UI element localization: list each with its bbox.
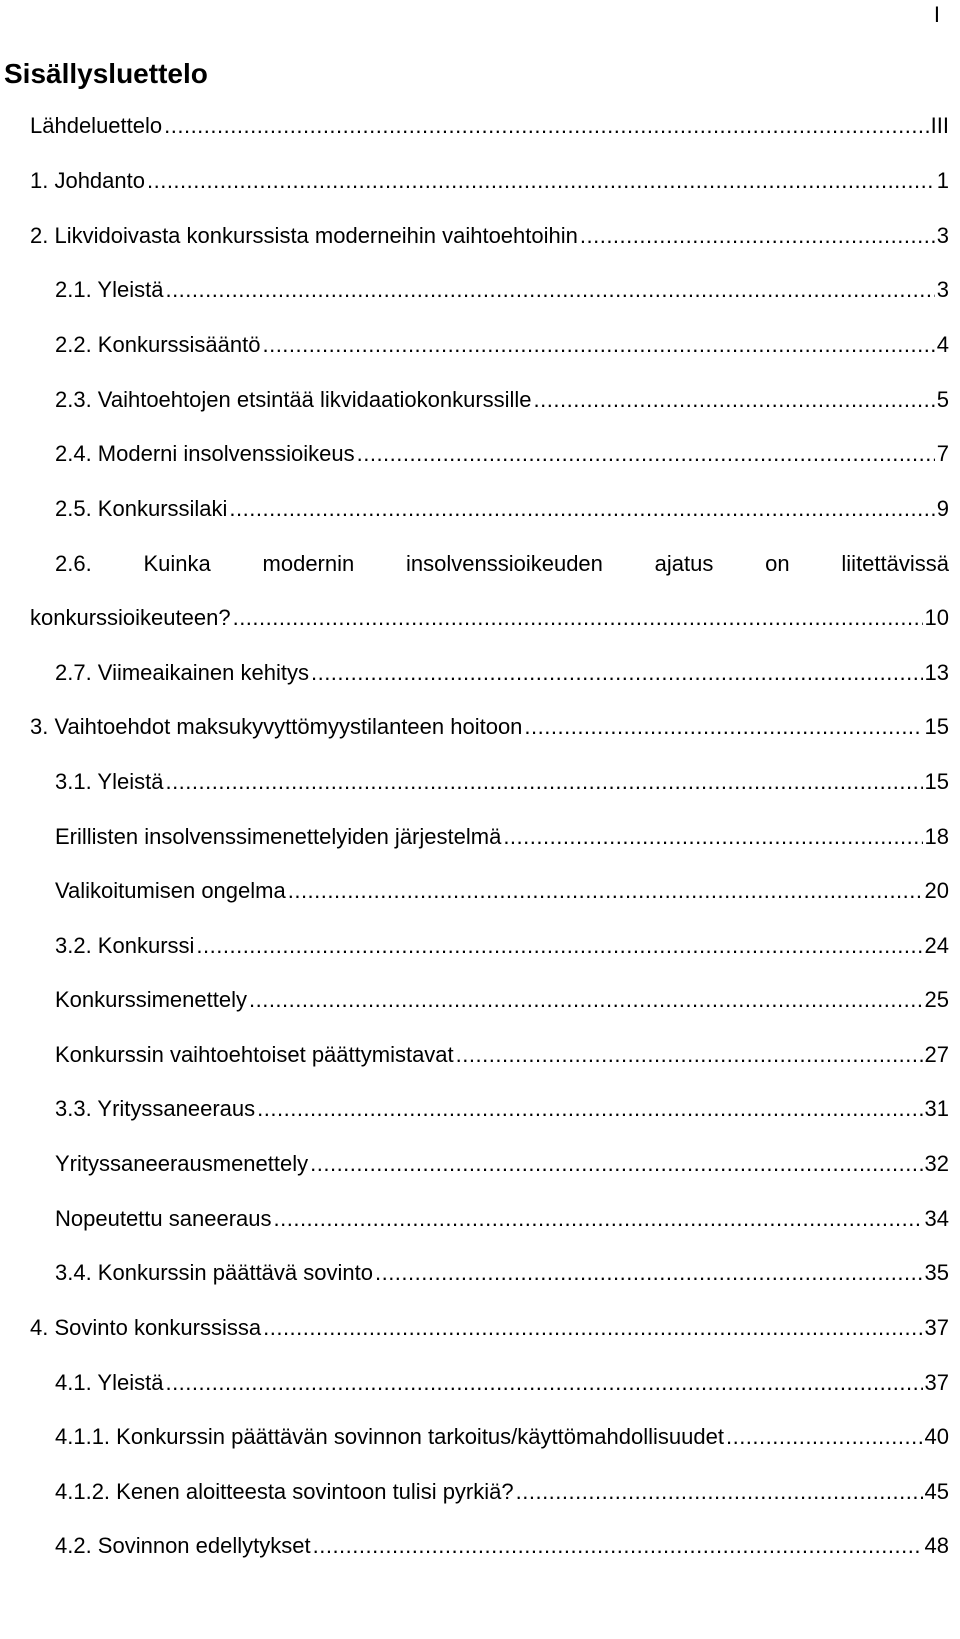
dot-leader (288, 876, 923, 906)
dot-leader (375, 1258, 923, 1288)
page-number: I (933, 2, 940, 27)
toc-entry-page: 5 (936, 387, 949, 412)
toc-entry-label: 4.1.2. Kenen aloitteesta sovintoon tulisi pyrkiä? (55, 1479, 514, 1504)
toc-entry[interactable] (55, 494, 949, 524)
toc-entry-page: III (930, 113, 949, 138)
dot-leader (165, 1368, 922, 1398)
toc-entry[interactable] (55, 1422, 949, 1452)
dot-leader (534, 385, 935, 415)
dot-leader (165, 275, 934, 305)
toc-entry-page: 34 (924, 1206, 949, 1231)
toc-entry-label: Valikoitumisen ongelma (55, 878, 286, 903)
toc-entry-label: 2.1. Yleistä (55, 277, 164, 302)
toc-entry-label: Konkurssimenettely (55, 987, 247, 1012)
toc-entry-page: 31 (924, 1096, 949, 1121)
toc-entry[interactable] (55, 658, 949, 688)
toc-entry-label: 3.3. Yrityssaneeraus (55, 1096, 256, 1121)
toc-entry-page: 9 (936, 496, 949, 521)
toc-entry-page: 1 (936, 168, 949, 193)
toc-entry-word: ajatus (654, 551, 714, 576)
toc-entry-page: 3 (936, 277, 949, 302)
dot-leader (313, 1531, 923, 1561)
toc-entry-word: modernin (262, 551, 355, 576)
dot-leader (503, 822, 922, 852)
toc-entry-label: 4.1. Yleistä (55, 1370, 164, 1395)
toc-entry-label: 3.4. Konkurssin päättävä sovinto (55, 1260, 373, 1285)
dot-leader (262, 330, 934, 360)
dot-leader (310, 1149, 922, 1179)
toc-entry-word: 2.6. (55, 551, 92, 576)
toc-entry-label: 4.1.1. Konkurssin päättävän sovinnon tarkoitus/käyttömahdollisuudet (55, 1424, 724, 1449)
toc-entry-page: 15 (924, 714, 949, 739)
dot-leader (233, 603, 923, 633)
toc-entry[interactable] (55, 767, 949, 797)
toc-entry-page: 24 (924, 933, 949, 958)
dot-leader (456, 1040, 923, 1070)
toc-entry-page: 37 (924, 1315, 949, 1340)
toc-entry[interactable] (55, 439, 949, 469)
dot-leader (249, 985, 923, 1015)
toc-entry-label: Lähdeluettelo (30, 113, 163, 138)
toc-entry-page: 27 (924, 1042, 949, 1067)
dot-leader (229, 494, 934, 524)
toc-title: Sisällysluettelo (4, 58, 208, 89)
dot-leader (196, 931, 922, 961)
toc-entry-page: 20 (924, 878, 949, 903)
toc-entry[interactable] (30, 1313, 949, 1343)
toc-entry[interactable] (55, 1040, 949, 1070)
toc-entry[interactable] (55, 1258, 949, 1288)
toc-entry[interactable] (55, 1477, 949, 1507)
toc-entry-page: 35 (924, 1260, 949, 1285)
dot-leader (263, 1313, 922, 1343)
dot-leader (726, 1422, 923, 1452)
toc-entry-page: 3 (936, 223, 949, 248)
dot-leader (274, 1204, 923, 1234)
toc-entry-label: 2.2. Konkurssisääntö (55, 332, 261, 357)
toc-entry-label: 2.4. Moderni insolvenssioikeus (55, 441, 355, 466)
dot-leader (580, 221, 935, 251)
toc-entry-justified-line[interactable] (55, 549, 949, 579)
toc-entry-label: Konkurssin vaihtoehtoiset päättymistavat (55, 1042, 454, 1067)
toc-entry[interactable] (30, 111, 949, 141)
toc-entry-label: 2.7. Viimeaikainen kehitys (55, 660, 309, 685)
toc-entry-page: 37 (924, 1370, 949, 1395)
toc-entry-label: 4.2. Sovinnon edellytykset (55, 1533, 311, 1558)
toc-entry-word: liitettävissä (841, 551, 949, 576)
toc-entry[interactable] (55, 1094, 949, 1124)
toc-entry-page: 45 (924, 1479, 949, 1504)
toc-entry-label: 2.5. Konkurssilaki (55, 496, 228, 521)
toc-entry[interactable] (30, 603, 949, 633)
toc-entry[interactable] (30, 166, 949, 196)
toc-entry[interactable] (55, 931, 949, 961)
dot-leader (524, 712, 922, 742)
toc-entry[interactable] (55, 1368, 949, 1398)
toc-entry-page: 15 (924, 769, 949, 794)
toc-entry-label: 3. Vaihtoehdot maksukyvyttömyystilanteen hoitoon (30, 714, 523, 739)
toc-entry[interactable] (55, 330, 949, 360)
toc-entry-page: 13 (924, 660, 949, 685)
toc-entry-label: 3.2. Konkurssi (55, 933, 195, 958)
toc-entry-label: Yrityssaneerausmenettely (55, 1151, 309, 1176)
toc-entry-label: 2.3. Vaihtoehtojen etsintää likvidaatiokonkurssille (55, 387, 532, 412)
dot-leader (311, 658, 923, 688)
toc-entry-label: 4. Sovinto konkurssissa (30, 1315, 262, 1340)
toc-entry-label: Nopeutettu saneeraus (55, 1206, 272, 1231)
toc-entry-page: 25 (924, 987, 949, 1012)
toc-entry[interactable] (55, 1531, 949, 1561)
toc-entry-word: insolvenssioikeuden (406, 551, 603, 576)
toc-entry[interactable] (55, 1149, 949, 1179)
toc-entry-page: 32 (924, 1151, 949, 1176)
toc-entry[interactable] (55, 876, 949, 906)
toc-entry[interactable] (55, 275, 949, 305)
toc-entry-word: Kuinka (143, 551, 211, 576)
toc-entry-page: 10 (924, 605, 949, 630)
dot-leader (257, 1094, 922, 1124)
toc-entry-label: 1. Johdanto (30, 168, 145, 193)
dot-leader (147, 166, 935, 196)
toc-entry[interactable] (55, 1204, 949, 1234)
toc-entry[interactable] (30, 221, 949, 251)
dot-leader (357, 439, 935, 469)
toc-entry-page: 48 (924, 1533, 949, 1558)
dot-leader (165, 767, 922, 797)
toc-entry[interactable] (55, 985, 949, 1015)
toc-entry[interactable] (30, 712, 949, 742)
toc-entry-word: on (765, 551, 790, 576)
toc-entry-label: Erillisten insolvenssimenettelyiden järjestelmä (55, 824, 502, 849)
toc-entry-label: 3.1. Yleistä (55, 769, 164, 794)
toc-entry[interactable] (55, 822, 949, 852)
toc-entry[interactable] (55, 385, 949, 415)
toc-entry-label: 2. Likvidoivasta konkurssista moderneihin vaihtoehtoihin (30, 223, 578, 248)
toc-entry-page: 7 (936, 441, 949, 466)
dot-leader (516, 1477, 923, 1507)
toc-entry-page: 4 (936, 332, 949, 357)
toc-entry-label: konkurssioikeuteen? (30, 605, 231, 630)
dot-leader (164, 111, 929, 141)
toc-entry-page: 18 (924, 824, 949, 849)
toc-entry-page: 40 (924, 1424, 949, 1449)
